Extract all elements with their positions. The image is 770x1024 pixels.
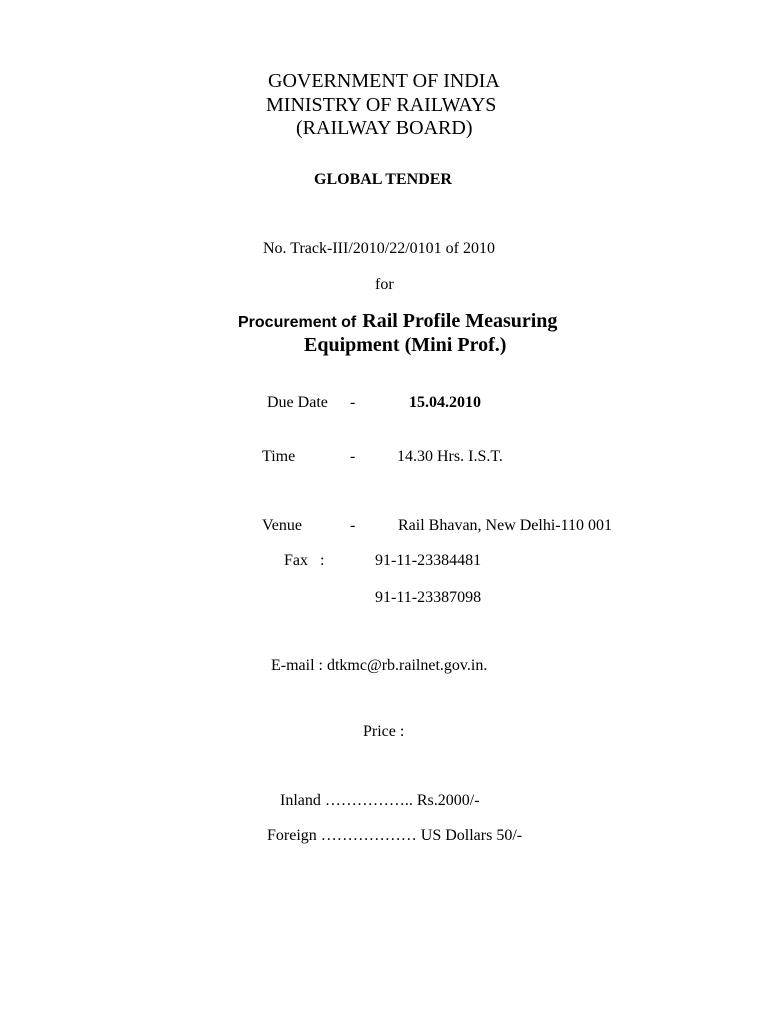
fax-number-1: 91-11-23384481 [375, 552, 482, 569]
price-inland: Inland …………….. Rs.2000/- [280, 792, 480, 809]
tender-type: GLOBAL TENDER [314, 171, 452, 188]
due-date-value: 15.04.2010 [409, 394, 481, 411]
venue-label: Venue [262, 517, 302, 534]
time-label: Time [262, 448, 296, 465]
header-line-government: GOVERNMENT OF INDIA [268, 70, 500, 92]
time-value: 14.30 Hrs. I.S.T. [397, 448, 503, 465]
procurement-title [238, 309, 557, 333]
due-date-separator: - [350, 394, 356, 411]
due-date-label: Due Date [267, 394, 328, 411]
fax-label: Fax : [284, 552, 325, 569]
venue-separator: - [350, 517, 356, 534]
time-separator: - [350, 448, 356, 465]
price-heading: Price : [363, 723, 405, 740]
tender-number: No. Track-III/2010/22/0101 of 2010 [263, 240, 495, 257]
procurement-title-line1: Rail Profile Measuring [362, 310, 558, 332]
procurement-prefix: Procurement of [238, 314, 357, 331]
header-line-ministry: MINISTRY OF RAILWAYS [266, 94, 497, 116]
fax-number-2: 91-11-23387098 [375, 589, 482, 606]
price-foreign: Foreign ……………… US Dollars 50/- [267, 827, 523, 844]
venue-value: Rail Bhavan, New Delhi-110 001 [398, 517, 613, 534]
procurement-title-line2: Equipment (Mini Prof.) [304, 334, 507, 356]
header-line-board: (RAILWAY BOARD) [296, 117, 473, 139]
email-line: E-mail : dtkmc@rb.railnet.gov.in. [271, 657, 488, 674]
for-text: for [375, 276, 394, 293]
